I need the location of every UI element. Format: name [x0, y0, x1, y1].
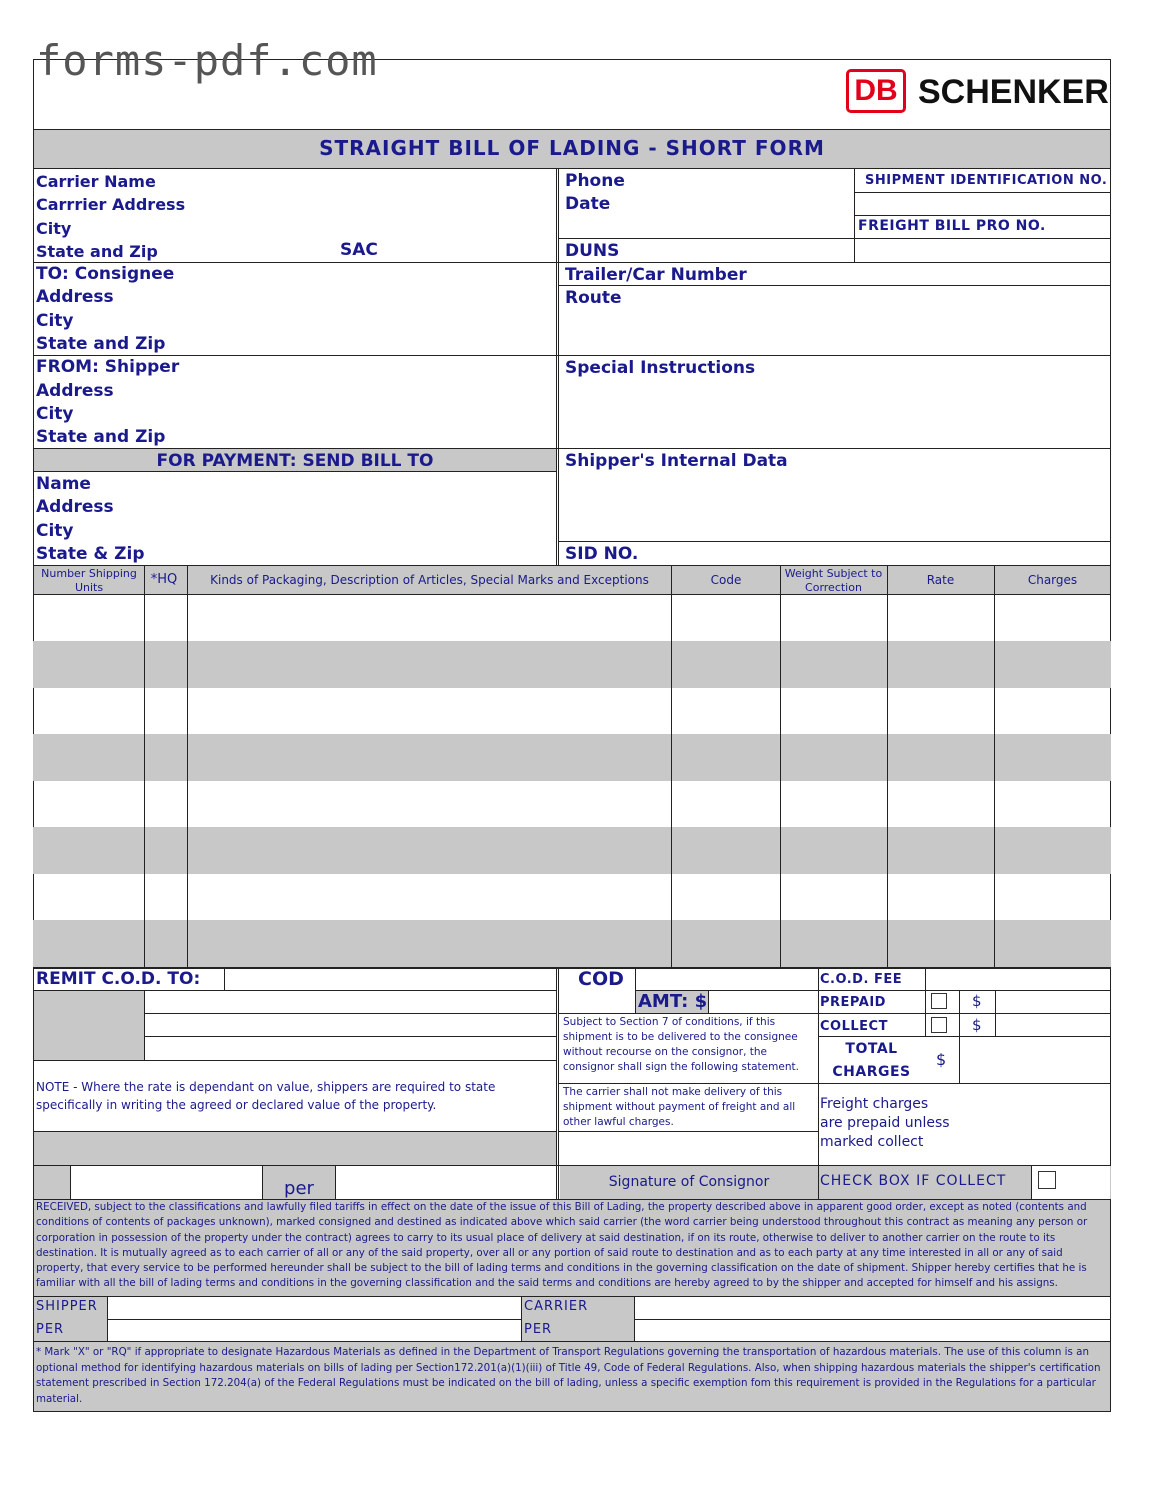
- watermark: forms-pdf.com: [36, 36, 378, 85]
- carrier-state-label: State and Zip: [36, 242, 158, 261]
- collect-dollar: $: [972, 1016, 982, 1034]
- shipper-per-label: PER: [36, 1322, 65, 1337]
- freight-pro-field[interactable]: [855, 239, 1110, 261]
- col-units: Number Shipping Units: [41, 567, 137, 594]
- shipper-sign-field[interactable]: [109, 1298, 519, 1318]
- carrier-address-label: Carrrier Address: [36, 195, 186, 214]
- route-label: Route: [565, 288, 622, 308]
- page-title: STRAIGHT BILL OF LADING - SHORT FORM: [319, 136, 825, 160]
- prepaid-checkbox[interactable]: [931, 993, 947, 1009]
- consignee-state-label: State and Zip: [36, 334, 166, 354]
- shipment-id-label: SHIPMENT IDENTIFICATION NO.: [865, 173, 1108, 188]
- value-note: NOTE - Where the rate is dependant on value, shippers are required to state specifically in writing the agreed or declared value of the property.: [36, 1080, 496, 1112]
- col-hq: *HQ: [150, 572, 178, 587]
- freight-pro-label: FREIGHT BILL PRO NO.: [858, 218, 1046, 234]
- db-logo: DB: [846, 69, 906, 113]
- center-divider: [556, 169, 559, 566]
- consignee-city-label: City: [36, 311, 74, 331]
- date-label: Date: [565, 194, 611, 214]
- remit-line-1[interactable]: [146, 991, 555, 1012]
- prepaid-dollar: $: [972, 992, 982, 1010]
- per-gray-block: [34, 1166, 70, 1199]
- phone-label: Phone: [565, 171, 625, 191]
- shipper-sign-label: SHIPPER: [36, 1299, 98, 1314]
- consignee-label: TO: Consignee: [36, 264, 175, 284]
- received-text: RECEIVED, subject to the classifications and lawfully filed tariffs in effect on the date of the issue of this Bill of Lading, the property described above in apparent good order, except as noted (contents and conditions of contents of packages unknown), marked consigned and destined as indicated above which said carrier (the word carrier being understood throughout this contract as meaning any person or corporation in possession of the property under the contract) agrees to carry to its usual place of delivery at said destination, if on its route, otherwise to deliver to another carrier on the route to its destination. It is mutually agreed as to each carrier of all or any of the said property, over all or any portion of said route to destination and as to each party at any time interested in all or any of said property, that every service to be performed hereunder shall be subject to the bill of lading terms and conditions in the governing classification on the date of shipment. Shipper hereby certifies that he is familiar with all the bill of lading terms and conditions in the governing classification and the said terms and conditions are hereby agreed to by the shipper and accepted for himself and his assigns.: [36, 1201, 1088, 1290]
- trailer-label: Trailer/Car Number: [565, 265, 747, 285]
- shipper-city-label: City: [36, 404, 74, 424]
- shipper-per-field[interactable]: [109, 1320, 519, 1340]
- table-row[interactable]: [33, 734, 1111, 781]
- signature-label: Signature of Consignor: [608, 1174, 770, 1190]
- signature-field[interactable]: [560, 1132, 817, 1164]
- prepaid-label: PREPAID: [820, 995, 886, 1010]
- carrier-name-label: Carrier Name: [36, 172, 156, 191]
- special-instructions-label: Special Instructions: [565, 358, 756, 378]
- remit-line-2[interactable]: [146, 1014, 555, 1035]
- freight-note: Freight charges are prepaid unless marked collect: [820, 1096, 950, 1150]
- charges-label: CHARGES: [832, 1064, 911, 1080]
- total-dollar: $: [936, 1050, 947, 1069]
- col-rate: Rate: [926, 573, 955, 587]
- carrier-delivery-note: The carrier shall not make delivery of this shipment without payment of freight and all other lawful charges.: [563, 1086, 796, 1128]
- payment-city-label: City: [36, 521, 74, 541]
- col-code: Code: [710, 573, 742, 587]
- carrier-per-label: PER: [524, 1322, 553, 1337]
- shipper-state-label: State and Zip: [36, 427, 166, 447]
- section-7-note: Subject to Section 7 of conditions, if this shipment is to be delivered to the consignee without recourse on the consignor, the consignor shall sign the following statement.: [563, 1016, 799, 1073]
- hazmat-footnote: * Mark "X" or "RQ" if appropriate to designate Hazardous Materials as defined in the Department of Transport Regulations governing the transportation of hazardous materials. The use of this column is an optional method for identifying hazardous materials on bills of lading per Section172.201(a)(1)(iii) of Title 49, Code of Federal Regulations. Also, when shipping hazardous materials the shipper's certification statement prescribed in Section 172.204(a) of the Federal Regulations must be indicated on the bill of lading, unless a specific exemption fom this requirement is provided in the Regulations for a particular material.: [36, 1346, 1101, 1405]
- payment-state-label: State & Zip: [36, 544, 145, 564]
- total-charges-field[interactable]: [961, 1038, 1109, 1082]
- total-label: TOTAL: [845, 1041, 898, 1057]
- remit-line-3[interactable]: [146, 1037, 555, 1059]
- duns-label: DUNS: [565, 241, 620, 261]
- collect-checkbox[interactable]: [931, 1017, 947, 1033]
- collect-label: COLLECT: [820, 1019, 888, 1034]
- cod-fee-label: C.O.D. FEE: [820, 972, 903, 987]
- table-row[interactable]: [33, 827, 1111, 874]
- col-charges: Charges: [1027, 573, 1078, 587]
- sac-label: SAC: [340, 240, 378, 260]
- consignee-address-label: Address: [36, 287, 114, 307]
- per-label: per: [284, 1178, 314, 1199]
- payment-header: FOR PAYMENT: SEND BILL TO: [156, 451, 434, 471]
- table-row[interactable]: [33, 641, 1111, 688]
- table-row[interactable]: [33, 920, 1111, 967]
- col-kinds: Kinds of Packaging, Description of Articles, Special Marks and Exceptions: [210, 573, 649, 587]
- carrier-sign-label: CARRIER: [524, 1299, 589, 1314]
- col-weight: Weight Subject to Correction: [784, 567, 883, 594]
- shipper-address-label: Address: [36, 381, 114, 401]
- cod-label: COD: [578, 968, 624, 990]
- shipper-label: FROM: Shipper: [36, 357, 180, 377]
- sid-label: SID NO.: [565, 544, 639, 564]
- value-gray-block: [34, 1132, 556, 1165]
- amt-label: AMT: $: [638, 991, 708, 1012]
- remit-gray-block: [34, 991, 144, 1060]
- payment-name-label: Name: [36, 474, 91, 494]
- carrier-city-label: City: [36, 219, 72, 238]
- check-collect-checkbox[interactable]: [1038, 1171, 1056, 1189]
- internal-data-label: Shipper's Internal Data: [565, 451, 788, 471]
- remit-cod-label: REMIT C.O.D. TO:: [36, 969, 201, 989]
- schenker-logo: SCHENKER: [918, 73, 1109, 111]
- payment-address-label: Address: [36, 497, 114, 517]
- shipment-id-field[interactable]: [855, 193, 1110, 214]
- carrier-sign-field[interactable]: [636, 1298, 1109, 1318]
- carrier-per-field[interactable]: [636, 1320, 1109, 1340]
- check-collect-label: CHECK BOX IF COLLECT: [820, 1173, 1007, 1189]
